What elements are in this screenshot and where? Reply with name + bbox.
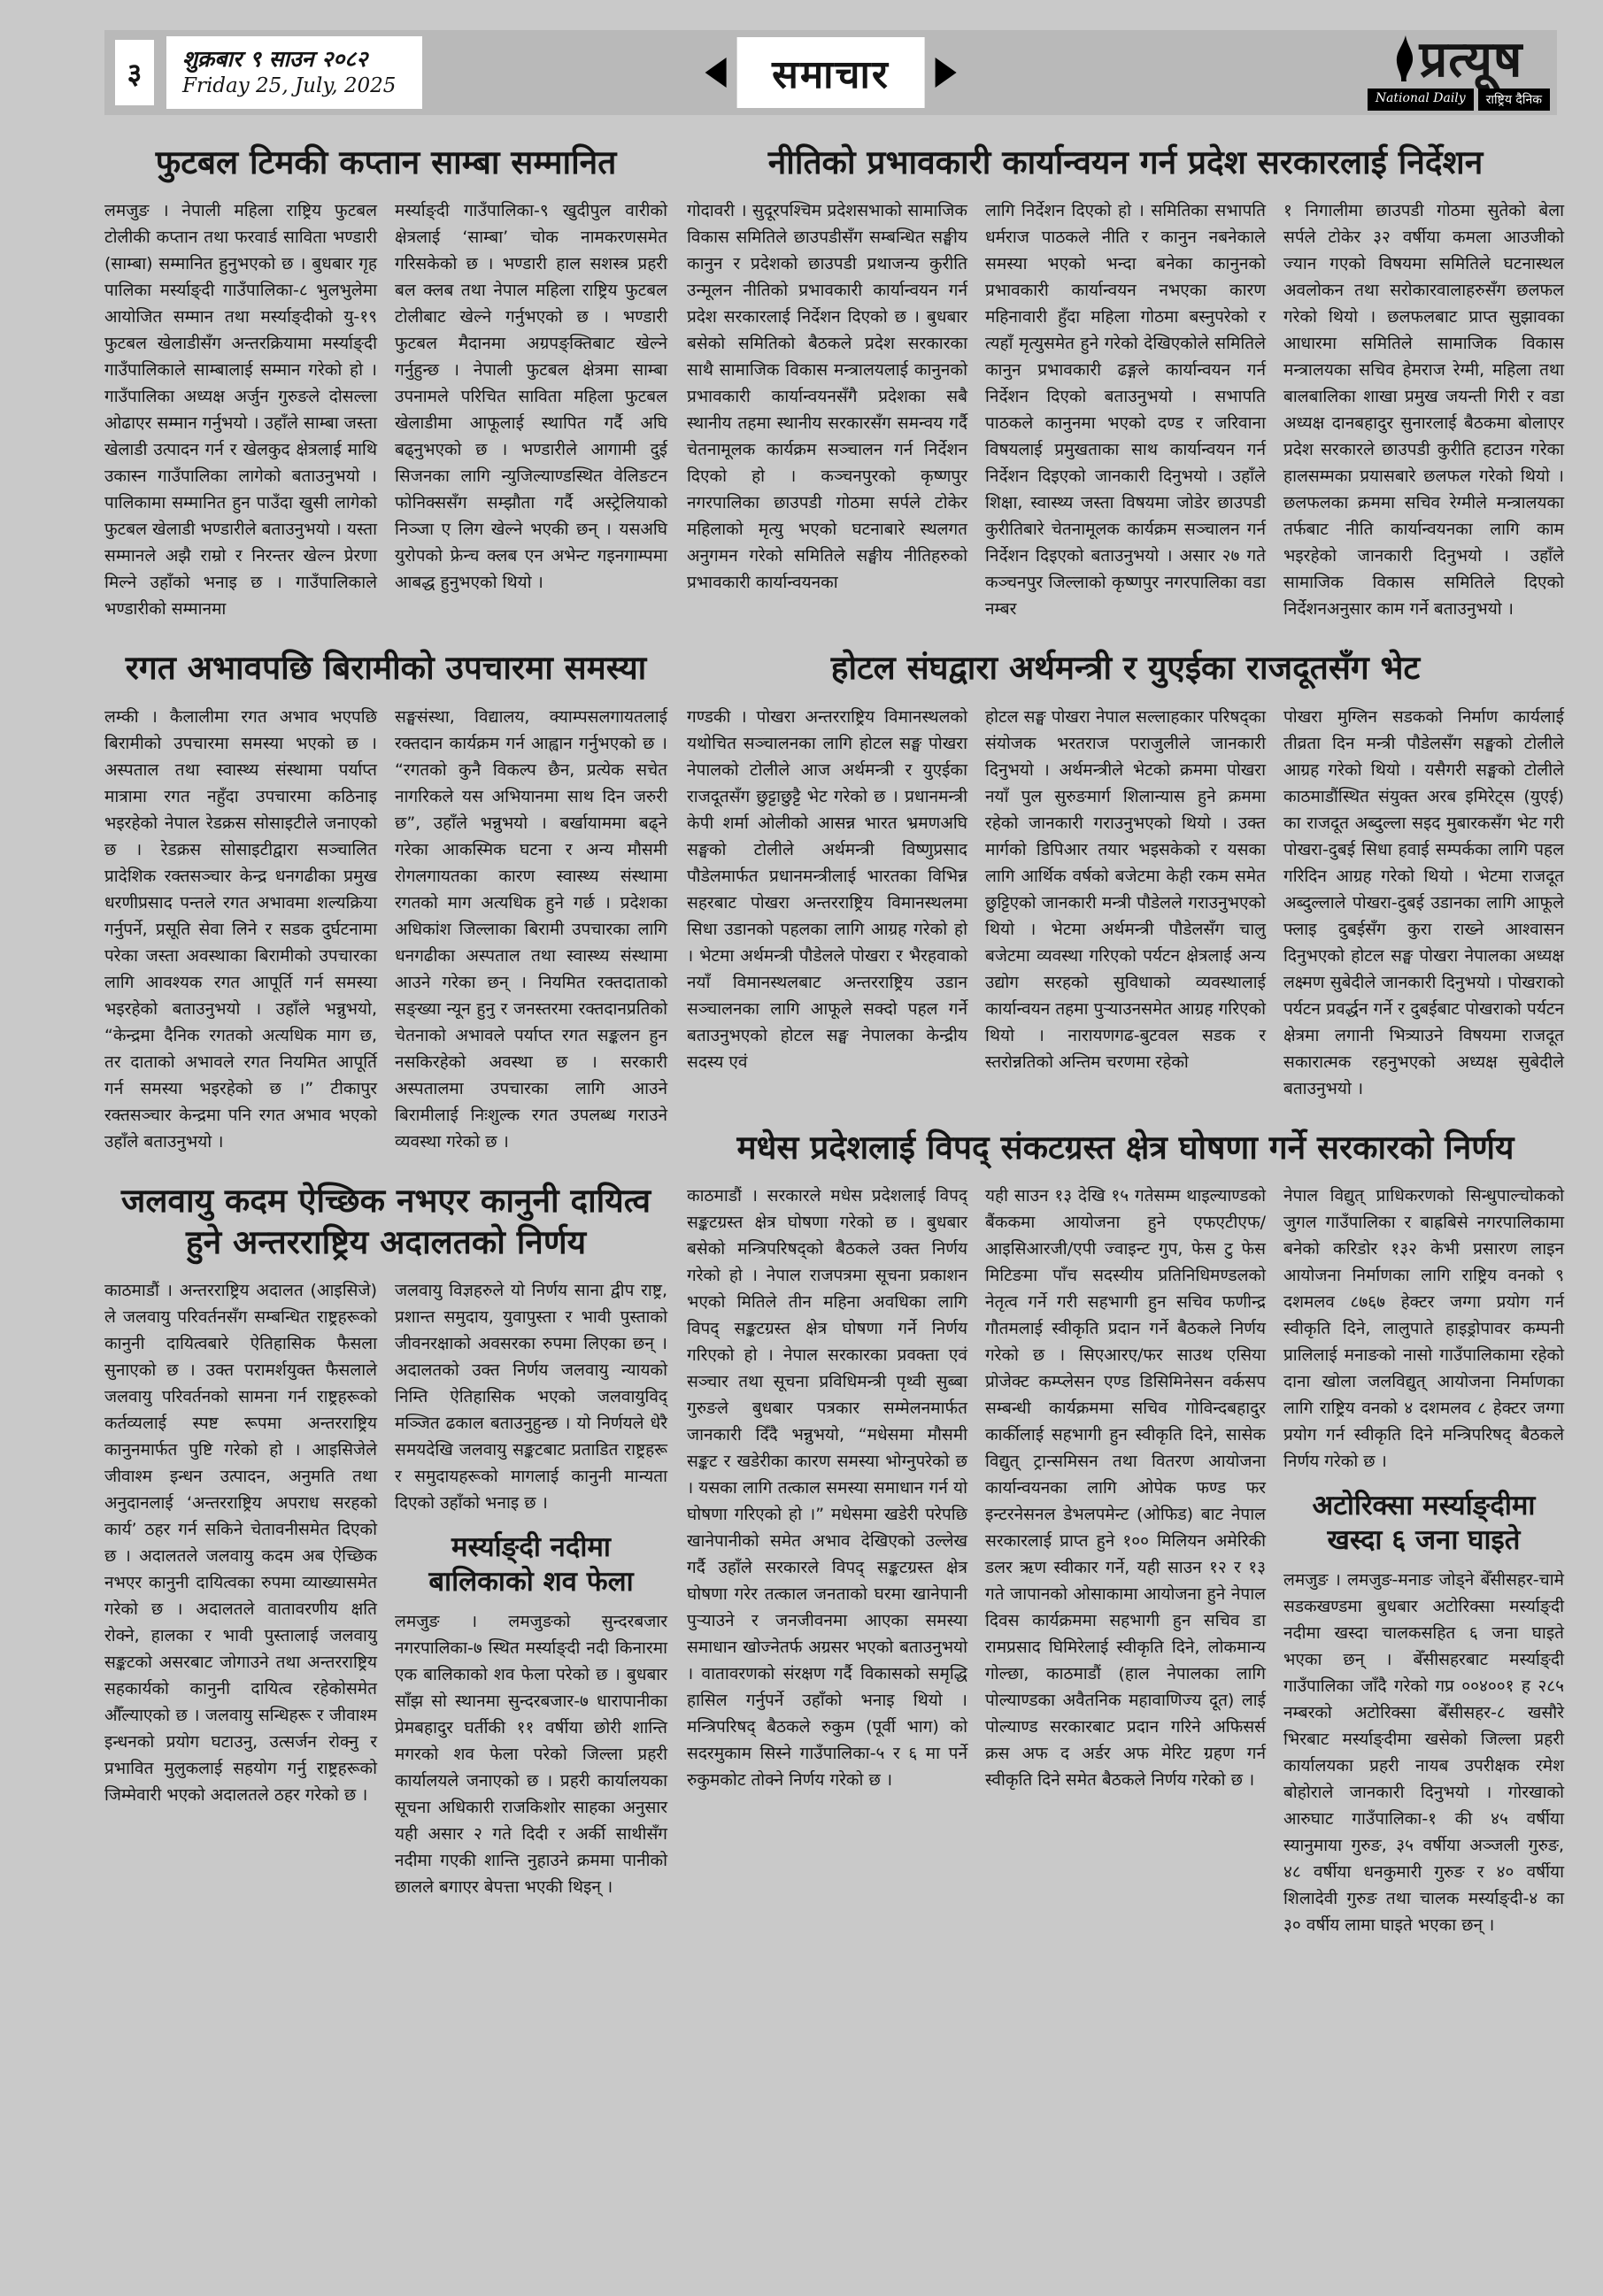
article-blood-shortage	[104, 647, 667, 1154]
article-policy-col2: लागि निर्देशन दिएको हो । समितिका सभापति धर्मराज पाठकले नीति र कानुन नबनेकाले समस्या भएको भन्दा बनेका कानुनको प्रभावकारी कार्यान्वयन नभएका कारण महिनावारी हुँदा महिला गोठमा बस्नुपरेको र त्यहाँ मृत्युसमेत हुने गरेको देखिएकोले समितिले कानुन प्रभावकारी ढङ्गले कार्यान्वयन गर्न निर्देशन दिएको बताउनुभयो । सभापति पाठकले कानुनमा भएको दण्ड र जरिवाना विषयलाई प्रमुखताका साथ कार्यान्वयन गर्न निर्देशन दिइएको जानकारी दिनुभयो । उहाँले शिक्षा, स्वास्थ्य जस्ता विषयमा जोडेर छाउपडी कुरीतिबारे चेतनामूलक कार्यक्रम सञ्चालन गर्न निर्देशन दिइएको बताउनुभयो । असार २७ गते कञ्चनपुर जिल्लाको कृष्णपुर नगरपालिका वडा नम्बर	[985, 201, 1266, 620]
article-hotel-col3: पोखरा मुग्लिन सडकको निर्माण कार्यलाई तीव्रता दिन मन्त्री पौडेलसँग सङ्घको टोलीले आग्रह गरेको थियो । यसैगरी सङ्घको टोलीले काठमाडौंस्थित संयुक्त अरब इमिरेट्स (युएई) का राजदूत अब्दुल्ला सइद मुबारकसँग भेट गरी पोखरा-दुबई सिधा हवाई सम्पर्कका लागि पहल गरिदिन आग्रह गरेको थियो । भेटमा राजदूत अब्दुल्लाले पोखरा-दुबई उडानका लागि आफूले फ्लाइ दुबईसँग कुरा राख्ने आश्वासन दिनुभएको होटल सङ्घ पोखरा नेपालका अध्यक्ष लक्ष्मण सुबेदीले जानकारी दिनुभयो । पोखराको पर्यटन प्रवर्द्धन गर्ने र दुबईबाट पोखराको पर्यटन क्षेत्रमा लगानी भित्र्याउने विषयमा राजदूत सकारात्मक रहनुभएको अध्यक्ष सुबेदीले बताउनुभयो ।	[1283, 706, 1564, 1098]
logo-tagline-nepali: राष्ट्रिय दैनिक	[1478, 89, 1550, 111]
article-climate-col1: काठमाडौं । अन्तरराष्ट्रिय अदालत (आइसिजे) ले जलवायु परिवर्तनसँग सम्बन्धित राष्ट्रहरूको कानुनी दायित्वबारे ऐतिहासिक फैसला सुनाएको छ । उक्त परामर्शयुक्त फैसलाले जलवायु परिवर्तनको सामना गर्न राष्ट्रहरूको कर्तव्यलाई स्पष्ट रूपमा अन्तरराष्ट्रिय कानुनमार्फत पुष्टि गरेको हो । आइसिजेले जीवाश्म इन्धन उत्पादन, अनुमति तथा अनुदानलाई ‘अन्तरराष्ट्रिय अपराध सरहको कार्य’ ठहर गर्न सकिने चेतावनीसमेत दिएको छ । अदालतले जलवायु कदम अब ऐच्छिक नभएर कानुनी दायित्वका रुपमा व्याख्यासमेत गरेको छ । अदालतले वातावरणीय क्षति रोक्ने, हालका र भावी पुस्तालाई जलवायु सङ्कटको असरबाट जोगाउने तथा अन्तरराष्ट्रिय सहकार्यको कानुनी दायित्व रहेकोसमेत औँल्याएको छ । जलवायु सन्धिहरू र जीवाश्म इन्धनको प्रयोग घटाउनु, उत्सर्जन रोक्नु र प्रभावित मुलुकलाई सहयोग गर्नु राष्ट्रहरूको जिम्मेवारी भएको अदालतले ठहर गरेको छ ।	[104, 1281, 377, 1806]
date-nepali: शुक्रबार ९ साउन २०८२	[182, 45, 368, 72]
article-climate-col2-text: जलवायु विज्ञहरुले यो निर्णय साना द्वीप राष्ट्र, प्रशान्त समुदाय, युवापुस्ता र भावी पुस्ताको जीवनरक्षाको अवसरका रुपमा लिएका छन् । अदालतको उक्त निर्णय जलवायु न्यायको निम्ति ऐतिहासिक भएको जलवायुविद् मञ्जित ढकाल बताउनुहुन्छ । यो निर्णयले धेरै समयदेखि जलवायु सङ्कटबाट प्रताडित राष्ट्रहरू र समुदायहरूको मागलाई कानुनी मान्यता दिएको उहाँको भनाइ छ ।	[395, 1281, 667, 1514]
section-title-box	[736, 37, 925, 108]
article-blood-col1: लम्की । कैलालीमा रगत अभाव भएपछि बिरामीको उपचारमा समस्या भएको छ । अस्पताल तथा स्वास्थ्य संस्थामा पर्याप्त मात्रामा रगत नहुँदा उपचारमा कठिनाइ भइरहेको नेपाल रेडक्रस सोसाइटीले जनाएको छ । रेडक्रस सोसाइटीद्वारा सञ्चालित प्रादेशिक रक्तसञ्चार केन्द्र धनगढीका प्रमुख धरणीप्रसाद पन्तले रगत अभावमा शल्यक्रिया गर्नुपर्ने, प्रसूति सेवा लिने र सडक दुर्घटनामा परेका जस्ता अवस्थाका बिरामीको उपचारका लागि आवश्यक रगत आपूर्ति गर्न समस्या भइरहेको बताउनुभयो । उहाँले भन्नुभयो, “केन्द्रमा दैनिक रगतको अत्यधिक माग छ, तर दाताको अभावले रगत नियमित आपूर्ति गर्न समस्या भइरहेको छ ।” टीकापुर रक्तसञ्चार केन्द्रमा पनि रगत अभाव भएको उहाँले बताउनुभयो ।	[104, 706, 377, 1152]
article-climate-col2	[395, 1277, 667, 1900]
article-rickshaw-headline: अटोरिक्सा मर्स्याङ्दीमा खस्दा ६ जना घाइते	[1312, 1490, 1536, 1556]
article-girl-body-headline: मर्स्याङ्दी नदीमा बालिकाको शव फेला	[428, 1531, 634, 1599]
logo-tagline-english: National Daily	[1368, 89, 1474, 111]
article-blood-col2: सङ्घसंस्था, विद्यालय, क्याम्पसलगायतलाई रक्तदान कार्यक्रम गर्न आह्वान गर्नुभएको छ । “रगतको कुनै विकल्प छैन, प्रत्येक सचेत नागरिकले यस अभियानमा साथ दिन जरुरी छ”, उहाँले भन्नुभयो । बर्खायाममा बढ्ने गरेका आकस्मिक घटना र अन्य मौसमी रोगलगायतका कारण स्वास्थ्य संस्थामा रगतको माग अत्यधिक हुने गर्छ । प्रदेशका अधिकांश जिल्लाका बिरामी उपचारका लागि धनगढीका अस्पताल तथा स्वास्थ्य संस्थामा आउने गरेका छन् । नियमित रक्तदाताको सङ्ख्या न्यून हुनु र जनस्तरमा रक्तदानप्रतिको चेतनाको अभावले पर्याप्त रगत सङ्कलन हुन नसकिरहेको अवस्था छ । सरकारी अस्पतालमा उपचारका लागि आउने बिरामीलाई निःशुल्क रगत उपलब्ध गराउने व्यवस्था गरेको छ ।	[395, 706, 667, 1152]
article-policy-directive	[687, 142, 1564, 622]
article-madhes-col1: काठमाडौं । सरकारले मधेस प्रदेशलाई विपद् सङ्कटग्रस्त क्षेत्र घोषणा गरेको छ । बुधबार बसेको मन्त्रिपरिषद्को बैठकले उक्त निर्णय गरेको हो । नेपाल राजपत्रमा सूचना प्रकाशन भएको मितिले तीन महिना अवधिका लागि विपद् सङ्कटग्रस्त क्षेत्र घोषणा गर्ने निर्णय गरिएको हो । नेपाल सरकारका प्रवक्ता एवं सञ्चार तथा सूचना प्रविधिमन्त्री पृथ्वी सुब्बा गुरुङले बुधबार पत्रकार सम्मेलनमार्फत जानकारी दिँदै भन्नुभयो, “मधेसमा मौसमी सङ्कट र खडेरीका कारण समस्या भोग्नुपरेको छ । यसका लागि तत्काल समस्या समाधान गर्न यो घोषणा गरिएको हो ।” मधेसमा खडेरी परेपछि खानेपानीको समेत अभाव देखिएको उल्लेख गर्दै उहाँले सरकारले विपद् सङ्कटग्रस्त क्षेत्र घोषणा गरेर तत्काल जनताको घरमा खानेपानी पुऱ्याउने र जनजीवनमा आएका समस्या समाधान खोज्नेतर्फ अग्रसर भएको बताउनुभयो । वातावरणको संरक्षण गर्दै विकासको समृद्धि हासिल गर्नुपर्ने उहाँको भनाइ थियो । मन्त्रिपरिषद् बैठकले रुकुम (पूर्वी भाग) को सदरमुकाम सिस्ने गाउँपालिका-५ र ६ मा पर्ने रुकुमकोट तोक्ने निर्णय गरेको छ ।	[687, 1186, 967, 1791]
article-rickshaw-body-text: लमजुङ । लमजुङ-मनाङ जोड्ने बेँसीसहर-चामे सडकखण्डमा बुधबार अटोरिक्सा मर्स्याङ्दी नदीमा खस्दा चालकसहित ६ जना घाइते भएका छन् । बेँसीसहरबाट मर्स्याङ्दी गाउँपालिका जाँदै गरेको गप्र ००४००१ ह २८५ नम्बरको अटोरिक्सा बेँसीसहर-८ खसौरे भिरबाट मर्स्याङ्दीमा खसेको जिल्ला प्रहरी कार्यालयका प्रहरी नायब उपरीक्षक रमेश बोहोराले जानकारी दिनुभयो । गोरखाको आरुघाट गाउँपालिका-१ की ४५ वर्षीया स्यानुमाया गुरुङ, ३५ वर्षीया अञ्जली गुरुङ, ४८ वर्षीया धनकुमारी गुरुङ र ४० वर्षीया शिलादेवी गुरुङ तथा चालक मर्स्याङ्दी-४ का ३० वर्षीय लामा घाइते भएका छन् ।	[1283, 1569, 1564, 1935]
article-football-body	[104, 197, 667, 622]
logo-name: प्रत्यूष	[1419, 30, 1523, 89]
article-madhes-col3	[1283, 1183, 1564, 1938]
article-madhes-body	[687, 1183, 1564, 1938]
article-football-headline: फुटबल टिमकी कप्तान साम्बा सम्मानित	[155, 143, 617, 181]
page-content	[104, 138, 1564, 1963]
date-box	[166, 36, 422, 109]
section-title: समाचार	[772, 52, 890, 97]
article-policy-col1: गोदावरी । सुदूरपश्चिम प्रदेशसभाको सामाजिक विकास समितिले छाउपडीसँग सम्बन्धित सङ्घीय कानुन र प्रदेशको छाउपडी प्रथाजन्य कुरीति उन्मूलन नीतिको प्रभावकारी कार्यान्वयन गर्न प्रदेश सरकारलाई निर्देशन दिएको छ । बुधबार बसेको समितिको बैठकले प्रदेश सरकारका साथै सामाजिक विकास मन्त्रालयलाई कानुनको प्रभावकारी कार्यान्वयनसँगै प्रदेशका सबै स्थानीय तहमा स्थानीय सरकारसँग समन्वय गर्दै चेतनामूलक कार्यक्रम सञ्चालन गर्न निर्देशन दिएको हो । कञ्चनपुरको कृष्णपुर नगरपालिका छाउपडी गोठमा सर्पले टोकेर महिलाको मृत्यु भएको घटनाबारे स्थलगत अनुगमन गरेको समितिले सङ्घीय नीतिहरुको प्रभावकारी कार्यान्वयनका	[687, 201, 967, 593]
article-climate-body	[104, 1277, 667, 1900]
left-column-stack	[104, 138, 667, 1963]
article-football	[104, 142, 667, 622]
article-blood-body	[104, 704, 667, 1155]
newspaper-page	[0, 30, 1603, 2296]
article-madhes-col2: यही साउन १३ देखि १५ गतेसम्म थाइल्याण्डको बैंककमा आयोजना हुने एफएटीएफ/आइसिआरजी/एपी ज्वाइन्ट गुप, फेस टु फेस मिटिङमा पाँच सदस्यीय प्रतिनिधिमण्डलको नेतृत्व गर्ने गरी सहभागी हुन सचिव फणीन्द्र गौतमलाई स्वीकृति प्रदान गर्ने बैठकले निर्णय गरेको छ । सिएआरए/फर साउथ एसिया प्रोजेक्ट कम्प्लेसन एण्ड डिसिमिनेसन वर्कसप सम्बन्धी कार्यक्रममा सचिव गोविन्दबहादुर कार्कीलाई सहभागी हुन स्वीकृति दिने, सासेक विद्युत् ट्रान्समिसन तथा वितरण आयोजना कार्यान्वयनका लागि ओपेक फण्ड फर इन्टरनेसनल डेभलपमेन्ट (ओफिड) बाट नेपाल सरकारलाई प्राप्त हुने १०० मिलियन अमेरिकी डलर ऋण स्वीकार गर्ने, यही साउन १२ र १३ गते जापानको ओसाकामा आयोजना हुने नेपाल दिवस कार्यक्रममा सहभागी हुन सचिव डा रामप्रसाद घिमिरेलाई स्वीकृति दिने, लोकमान्य गोल्छा, काठमाडौं (हाल नेपालका लागि पोल्याण्डका अवैतनिक महावाणिज्य दूत) लाई पोल्याण्ड सरकारबाट प्रदान गरिने अफिसर्स क्रस अफ द अर्डर अफ मेरिट ग्रहण गर्न स्वीकृति दिने समेत बैठकले निर्णय गरेको छ ।	[985, 1186, 1266, 1791]
logo-top	[1394, 30, 1523, 89]
left-arrow-icon	[705, 58, 726, 88]
article-policy-headline: नीतिको प्रभावकारी कार्यान्वयन गर्न प्रदेश सरकारलाई निर्देशन	[767, 143, 1484, 181]
article-hotel-col1: गण्डकी । पोखरा अन्तरराष्ट्रिय विमानस्थलको यथोचित सञ्चालनका लागि होटल सङ्घ पोखरा नेपालको टोलीले आज अर्थमन्त्री र युएईका राजदूतसँग छुट्टाछुट्टै भेट गरेको छ । प्रधानमन्त्री केपी शर्मा ओलीको आसन्न भारत भ्रमणअघि सङ्घको टोलीले अर्थमन्त्री विष्णुप्रसाद पौडेलमार्फत प्रधानमन्त्रीलाई भारतका विभिन्न सहरबाट पोखरा अन्तरराष्ट्रिय विमानस्थलमा सिधा उडानको पहलका लागि आग्रह गरेको हो । भेटमा अर्थमन्त्री पौडेलले पोखरा र भैरहवाको नयाँ विमानस्थलबाट अन्तरराष्ट्रिय उडान सञ्चालनका लागि आफूले सक्दो पहल गर्ने बताउनुभएको होटल सङ्घ नेपालका केन्द्रीय सदस्य एवं	[687, 706, 967, 1072]
logo-badges	[1368, 89, 1550, 111]
article-hotel-meeting	[687, 647, 1564, 1101]
article-policy-col3: १ निगालीमा छाउपडी गोठमा सुतेको बेला सर्पले टोकेर ३२ वर्षीया कमला आउजीको ज्यान गएको विषयमा समितिले घटनास्थल अवलोकन तथा सरोकारवालाहरुसँग छलफल गरेको थियो । छलफलबाट प्राप्त सुझावका आधारमा समितिले सामाजिक विकास मन्त्रालयका सचिव हेमराज रेग्मी, महिला तथा बालबालिका शाखा प्रमुख जयन्ती गिरी र वडा अध्यक्ष दानबहादुर सुनारलाई बैठकमा बोलाएर प्रदेश सरकारले छाउपडी कुरीति हटाउन गरेका हालसम्मका प्रयासबारे छलफल गरेको थियो । छलफलका क्रममा सचिव रेग्मीले मन्त्रालयका तर्फबाट नीति कार्यान्वयनका लागि काम भइरहेको जानकारी दिनुभयो । उहाँले सामाजिक विकास समितिले दिएको निर्देशनअनुसार काम गर्ने बताउनुभयो ।	[1283, 201, 1564, 620]
article-hotel-body	[687, 704, 1564, 1102]
article-madhes-col3-text: नेपाल विद्युत् प्राधिकरणको सिन्धुपाल्चोकको जुगल गाउँपालिका र बाह्रबिसे नगरपालिकामा बनेको करिडोर १३२ केभी प्रसारण लाइन आयोजना निर्माणका लागि राष्ट्रिय वनको ९ दशमलव ८७६७ हेक्टर जग्गा प्रयोग गर्न स्वीकृति दिने, लालुपाते हाइड्रोपावर कम्पनी प्रालिलाई मनाङको नासो गाउँपालिकामा रहेको दाना खोला जलविद्युत् आयोजना निर्माणका लागि राष्ट्रिय वनको ४ दशमलव ८ हेक्टर जग्गा प्रयोग गर्न स्वीकृति दिने मन्त्रिपरिषद् बैठकले निर्णय गरेको छ ।	[1283, 1186, 1564, 1472]
flame-icon	[1394, 35, 1417, 85]
section-banner	[705, 37, 957, 108]
article-hotel-headline: होटल संघद्वारा अर्थमन्त्री र युएईका राजदूतसँग भेट	[830, 649, 1421, 688]
page-number: ३	[127, 56, 143, 90]
article-hotel-col2: होटल सङ्घ पोखरा नेपाल सल्लाहकार परिषद्का संयोजक भरतराज पराजुलीले जानकारी दिनुभयो । अर्थमन्त्रीले भेटको क्रममा पोखरा नयाँ पुल सुरुङमार्ग शिलान्यास हुने क्रममा रहेको जानकारी गराउनुभएको थियो । उक्त मार्गको डिपिआर तयार भइसकेको र यसका लागि आर्थिक वर्षको बजेटमा केही रकम समेत छुट्टिएको जानकारी मन्त्री पौडेलले गराउनुभएको थियो । भेटमा अर्थमन्त्री पौडेलसँग चालु बजेटमा व्यवस्था गरिएको पर्यटन क्षेत्रलाई अन्य उद्योग सरहको सुविधाको व्यवस्थालाई कार्यान्वयन तहमा पुऱ्याउनसमेत आग्रह गरिएको थियो । नारायणगढ-बुटवल सडक र स्तरोन्नतिको अन्तिम चरणमा रहेको	[985, 706, 1266, 1072]
date-english: Friday 25, July, 2025	[182, 74, 397, 98]
article-blood-headline: रगत अभावपछि बिरामीको उपचारमा समस्या	[125, 649, 647, 688]
article-madhes-headline: मधेस प्रदेशलाई विपद् संकटग्रस्त क्षेत्र घोषणा गर्ने सरकारको निर्णय	[736, 1128, 1514, 1167]
article-climate-ruling	[104, 1180, 667, 1900]
article-football-col1: लमजुङ । नेपाली महिला राष्ट्रिय फुटबल टोलीकी कप्तान तथा फरवार्ड साविता भण्डारी (साम्बा) सम्मानित हुनुभएको छ । बुधबार गृह पालिका मर्स्याङ्दी गाउँपालिका-८ भुलभुलेमा आयोजित सम्मान तथा मर्स्याङ्दीको यु-१९ फुटबल खेलाडीसँग अन्तरक्रियामा मर्स्याङ्दी गाउँपालिकाले साम्बालाई सम्मान गरेको हो । गाउँपालिका अध्यक्ष अर्जुन गुरुङले दोसल्ला ओढाएर सम्मान गर्नुभयो । उहाँले साम्बा जस्ता खेलाडी उत्पादन गर्न र खेलकुद क्षेत्रलाई माथि उकास्न गाउँपालिका लागेको बताउनुभयो । पालिकामा सम्मानित हुन पाउँदा खुसी लागेको फुटबल खेलाडी भण्डारीले बताउनुभयो । यस्ता सम्मानले अझै राम्रो र निरन्तर खेल्न प्रेरणा मिल्ने उहाँको भनाइ छ । गाउँपालिकाले भण्डारीको सम्मानमा	[104, 201, 377, 620]
article-policy-body	[687, 197, 1564, 622]
article-football-col2: मर्स्याङ्दी गाउँपालिका-९ खुदीपुल वारीको क्षेत्रलाई ‘साम्बा’ चोक नामकरणसमेत गरिसकेको छ । भण्डारी हाल सशस्त्र प्रहरी बल क्लब तथा नेपाल महिला राष्ट्रिय फुटबल टोलीबाट खेल्ने गर्नुभएको छ । भण्डारी फुटबल मैदानमा अग्रपङ्क्तिबाट खेल्ने गर्नुहुन्छ । नेपाली फुटबल क्षेत्रमा साम्बा उपनामले परिचित साविता महिला फुटबल खेलाडीमा आफूलाई स्थापित गर्दै अघि बढ्नुभएको छ । भण्डारीले आगामी दुई सिजनका लागि न्युजिल्याण्डस्थित वेलिङटन फोनिक्ससँग सम्झौता गर्दै अस्ट्रेलियाको निञ्जा ए लिग खेल्ने भएकी छन् । यसअघि युरोपको फ्रेन्च क्लब एन अभेन्ट गइनगाम्पमा आबद्ध हुनुभएको थियो ।	[395, 201, 667, 593]
article-girl-body-text: लमजुङ । लमजुङको सुन्दरबजार नगरपालिका-७ स्थित मर्स्याङ्दी नदी किनारमा एक बालिकाको शव फेला परेको छ । बुधबार साँझ सो स्थानमा सुन्दरबजार-७ धारापानीका प्रेमबहादुर घर्तीकी ११ वर्षीया छोरी शान्ति मगरको शव फेला परेको जिल्ला प्रहरी कार्यालयले जनाएको छ । प्रहरी कार्यालयका सूचना अधिकारी राजकिशोर साहका अनुसार यही असार २ गते दिदी र अर्की साथीसँग नदीमा गएकी शान्ति नुहाउने क्रममा पानीको छालले बगाएर बेपत्ता भएकी थिइन् ।	[395, 1611, 667, 1897]
newspaper-logo	[1368, 30, 1550, 111]
page-number-box	[115, 40, 154, 105]
article-madhes-crisis	[687, 1127, 1564, 1938]
page-header	[104, 30, 1557, 115]
article-climate-headline: जलवायु कदम ऐच्छिक नभएर कानुनी दायित्व हुने अन्तरराष्ट्रिय अदालतको निर्णय	[120, 1181, 651, 1262]
right-arrow-icon	[936, 58, 957, 88]
right-column-stack	[687, 138, 1564, 1963]
